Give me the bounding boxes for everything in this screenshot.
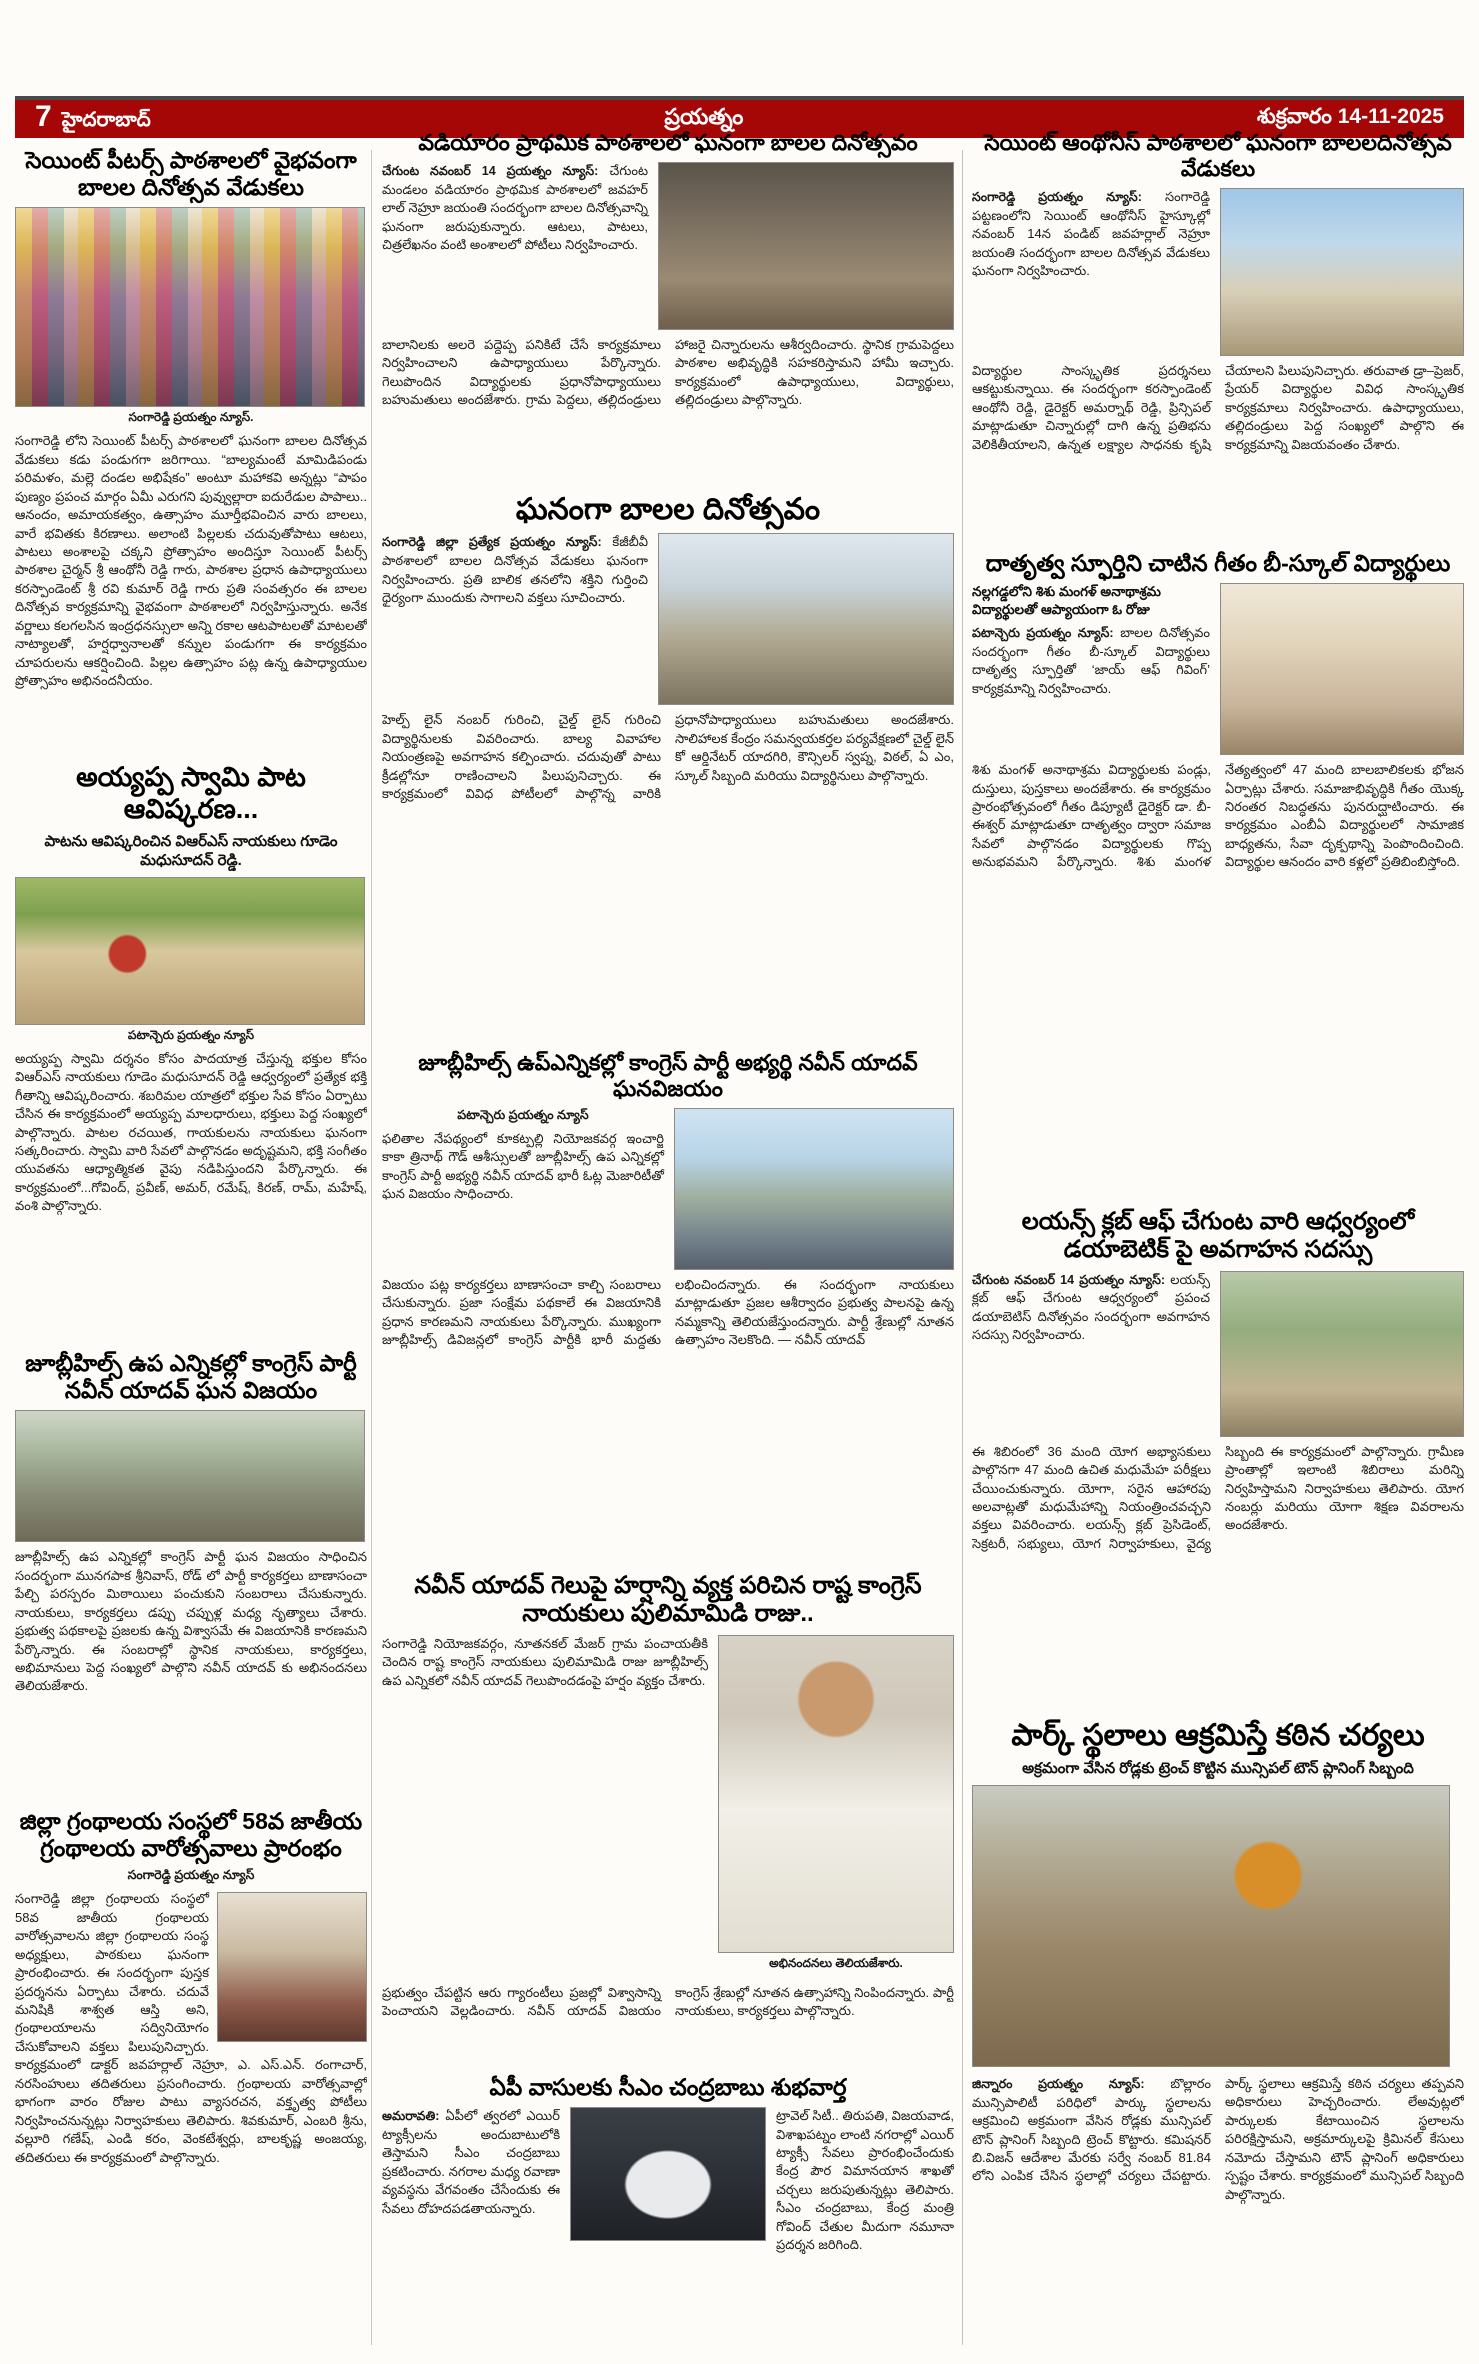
article-gitam-bschool — [972, 548, 1464, 1196]
article-vadiyaram-body: బాలానిలకు అలరె పద్దెప్ప పనికిటే చేసే కార్యక్రమాలు నిర్వహించాలని ఉపాధ్యాయులు పేర్కొన్నారు. గెలుపొందిన విద్యార్థులకు ప్రధానోపాధ్యాయులు బహుమతులు అందజేశారు. గ్రామ పెద్దలు, తల్లిదండ్రులు హాజరై చిన్నారులను ఆశీర్వదించారు. స్థానిక గ్రామపెద్దలు పాఠశాల అభివృద్ధికి సహకరిస్తామని హామీ ఇచ్చారు. కార్యక్రమంలో ఉపాధ్యాయులు, విద్యార్థులు, తల్లిదండ్రులు పాల్గొన్నారు. — [382, 336, 954, 408]
photo-excavator-road — [972, 1785, 1450, 2067]
article-pulimamidi-lead-row — [382, 1635, 954, 1978]
article-st-anthonys-lead-text — [972, 188, 1210, 281]
article-lions-body: ఈ శిబిరంలో 36 మంది యోగ అభ్యాసకులు పాల్గొనగా 47 మంది ఉచిత మధుమేహ పరీక్షలు చేయించుకున్నారు. యోగా, సరైన ఆహారపు అలవాట్లతో మధుమేహాన్ని నియంత్రించవచ్చని వక్తలు వివరించారు. లయన్స్ క్లబ్ ప్రెసిడెంట్, సెక్రటరీ, సభ్యులు, యోగ నిర్వాహకులు, వైద్య సిబ్బంది ఈ కార్యక్రమంలో పాల్గొన్నారు. గ్రామీణ ప్రాంతాల్లో ఇలాంటి శిబిరాలు మరిన్ని నిర్వహిస్తామని నిర్వాహకులు తెలిపారు. యోగ నంబర్లు మరియు యోగా శిక్షణ వివరాలను అందజేశారు. — [972, 1443, 1464, 1551]
article-pulimamidi-lead — [382, 1635, 708, 1690]
photo-joy-of-giving — [1220, 583, 1464, 755]
article-jubileehills-left — [15, 1348, 367, 1796]
photo-children-stage — [15, 207, 365, 407]
article-st-peters-caption: సంగారెడ్డి ప్రయత్నం న్యూస్. — [128, 410, 254, 425]
article-lions-lead-text — [972, 1271, 1210, 1345]
page-number: 7 — [35, 100, 52, 133]
article-park-encroachment — [972, 1716, 1464, 2301]
article-st-anthonys-headline: సెయింట్ ఆంథోనీస్ పాఠశాలలో ఘనంగా బాలలదినోత్సవ వేడుకలు — [984, 130, 1452, 181]
article-vadiyaram-lead-row — [382, 162, 954, 330]
article-naveen-victory-lead-row — [382, 1108, 954, 1270]
article-st-peters-headline: సెయింట్ పీటర్స్ పాఠశాలలో వైభవంగా బాలల దినోత్సవ వేడుకలు — [25, 147, 357, 201]
article-ap-airtaxi-dateline: అమరావతి: — [382, 2109, 440, 2124]
photo-library-event — [217, 1892, 367, 2042]
masthead-date: శుక్రవారం 14-11-2025 — [1257, 104, 1444, 128]
article-naveen-victory-lead — [382, 1108, 664, 1204]
article-gitam-subtitle: నల్లగడ్డలోని శిశు మంగళ్ అనాథాశ్రమ విద్యార్థులతో ఆప్యాయంగా ఓ రోజు — [972, 584, 1161, 617]
article-vadiyaram-headline: వడియారం ప్రాథమిక పాఠశాలలో ఘనంగా బాలల దినోత్సవం — [418, 130, 918, 155]
article-ayyappa-subtitle: పాటను ఆవిష్కరించిన విఆర్ఎస్ నాయకులు గూడెం మధుసూదన్ రెడ్డి. — [44, 832, 338, 870]
article-library-week — [15, 1806, 367, 2326]
article-ap-airtaxi-right — [776, 2107, 954, 2255]
article-vadiyaram-lead — [382, 162, 648, 255]
article-st-anthonys-lead-row — [972, 188, 1464, 356]
article-gitam-dateline: పటాన్చెరు ప్రయత్నం న్యూస్: — [972, 626, 1114, 641]
article-ap-airtaxi-row — [382, 2107, 954, 2255]
article-naveen-victory-dateline: పటాన్చెరు ప్రయత్నం న్యూస్ — [457, 1107, 589, 1122]
article-childrens-day-lead — [382, 533, 648, 607]
article-ayyappa-song — [15, 760, 367, 1338]
article-ap-airtaxi-lead-text — [382, 2107, 560, 2218]
article-gitam-headline: దాతృత్వ స్ఫూర్తిని చాటిన గీతం బీ-స్కూల్ విద్యార్థులు — [985, 550, 1451, 576]
article-library-dateline: సంగారెడ్డి ప్రయత్నం న్యూస్ — [127, 1868, 255, 1883]
article-lions-lead-body: లయన్స్ క్లబ్ ఆఫ్ చేగుంట ఆధ్వర్యంలో ప్రపంచ డయాబెటిస్ దినోత్సవం సందర్భంగా అవగాహన సదస్సు నిర్వహించారు. — [972, 1271, 1210, 1343]
photo-congress-group — [15, 1410, 365, 1542]
article-park-headline: పార్క్ స్థలాలు ఆక్రమిస్తే కఠిన చర్యలు — [1011, 1719, 1425, 1752]
article-vadiyaram-lead-body: చేగుంట మండలం వడియారం ప్రాథమిక పాఠశాలలో జవహర్ లాల్ నెహ్రూ జయంతి సందర్భంగా బాలల దినోత్సవాన్ని ఘనంగా జరుపుకున్నారు. ఆటలు, పాటలు, చిత్రలేఖనం వంటి అంశాలలో పోటీలు నిర్వహించారు. — [382, 162, 648, 253]
article-pulimamidi-photo-wrap — [718, 1635, 954, 1978]
column-divider-right — [962, 150, 963, 2345]
article-childrens-day-dateline: సంగారెడ్డి జిల్లా ప్రత్యేక ప్రయత్నం న్యూస్: — [382, 535, 602, 550]
article-childrens-day-body: హెల్ప్ లైన్ నంబర్ గురించి, చైల్డ్ లైన్ గురించి విద్యార్థినులకు వివరించారు. బాల్య వివాహాల నియంత్రణపై అవగాహన కల్పించారు. చదువుతో పాటు క్రీడల్లోనూ రాణించాలని పిలుపునిచ్చారు. ఈ కార్యక్రమంలో వివిధ పోటీలలో పాల్గొన్న వారికి ప్రధానోపాధ్యాయులు బహుమతులు అందజేశారు. సాలిహాలక కేంద్రం సమన్వయకర్తల పర్యవేక్షణలో చైల్డ్ లైన్ కో ఆర్డినేటర్ యాదగిరి, కౌన్సిలర్ స్వప్న, విఠల్, ఏ ఎం, స్కూల్ సిబ్బంది మరియు విద్యార్థినులు పాల్గొన్నారు. — [382, 712, 954, 802]
article-naveen-victory — [382, 1048, 954, 1560]
article-pulimamidi-lead-body: సంగారెడ్డి నియోజకవర్గం, నూతనకల్ మేజర్ గ్రామ పంచాయతీకి చెందిన రాష్ట కాంగ్రెస్ నాయకులు పులిమామిడి రాజు జూబ్లీహిల్స్ ఉప ఎన్నికలో నవీన్ యాదవ్ గెలుపొందడంపై హర్షం వ్యక్తం చేశారు. — [382, 1635, 708, 1688]
article-lions-headline: లయన్స్ క్లబ్ ఆఫ్ చేగుంట వారి ఆధ్వర్యంలో డయాబెటిక్ పై అవగాహన సదస్సు — [1021, 1208, 1415, 1264]
article-st-anthonys-lead-body: సంగారెడ్డి పట్టణంలోని సెయింట్ ఆంథోనీస్ హైస్కూల్లో నవంబర్ 14న పండిట్ జవహర్లాల్ నెహ్రూ జయంతి సందర్భంగా బాలల దినోత్సవ వేడుకలు ఘనంగా నిర్వహించారు. — [972, 188, 1210, 279]
article-vadiyaram — [382, 128, 954, 480]
photo-air-taxi — [570, 2107, 766, 2241]
article-childrens-day-headline: ఘనంగా బాలల దినోత్సవం — [515, 493, 821, 526]
article-gitam-body: శిశు మంగళ్ అనాథాశ్రమ విద్యార్థులకు పండ్లు, దుస్తులు, పుస్తకాలు అందజేశారు. ఈ కార్యక్రమం ప్రారంభోత్సవంలో గీతం డిప్యూటీ డైరెక్టర్ డా. బీ-ఈశ్వర్ మాట్లాడుతూ దాతృత్వం ద్వారా సమాజ సేవలో పాల్గొనడం విద్యార్థులకు గొప్ప అనుభవమని పేర్కొన్నారు. శిశు మంగళ నేత్యత్వంలో 47 మంది బాలబాలికలకు భోజన ఏర్పాట్లు చేశారు. సమాజాభివృద్ధికి గీతం యొక్క నిరంతర నిబద్ధతను పునరుద్ఘాటించారు. ఈ కార్యక్రమం ఎంబీఏ విద్యార్థులలో సామాజిక బాధ్యతను, సేవా దృక్పథాన్ని పెంపొందించింది. విద్యార్థుల ఆనందం వారి కళ్లలో ప్రతిబింబిస్తోంది. — [972, 762, 1464, 870]
article-naveen-victory-body: విజయం పట్ల కార్యకర్తలు బాణాసంచా కాల్చి సంబరాలు చేసుకున్నారు. ప్రజా సంక్షేమ పథకాలే ఈ విజయానికి ప్రధాన కారణమని నాయకులు పేర్కొన్నారు. ముఖ్యంగా జూబ్లీహిల్స్ డివిజన్లలో కాంగ్రెస్ పార్టీకి భారీ మద్దతు లభించిందన్నారు. ఈ సందర్భంగా నాయకులు మాట్లాడుతూ ప్రజల ఆశీర్వాదం ప్రభుత్వ పాలనపై ఉన్న నమ్మకాన్ని తెలియజేస్తుందన్నారు. పార్టీ శ్రేణుల్లో నూతన ఉత్సాహం నెలకొంది. — నవీన్ యాదవ్ — [382, 1276, 954, 1348]
article-gitam-lead — [972, 583, 1210, 698]
article-gitam-lead-text — [972, 624, 1210, 698]
article-st-anthonys-body: విద్యార్థుల సాంస్కృతిక ప్రదర్శనలు ఆకట్టుకున్నాయి. ఈ సందర్భంగా కరస్పాండెంట్ ఆంథోనీ రెడ్డి, డైరెక్టర్ అమర్నాథ్ రెడ్డి, ప్రిన్సిపల్ మాట్లాడుతూ చిన్నారుల్లో దాగి ఉన్న ప్రతిభను వెలికితీయాలని, ఉన్నత లక్ష్యాల సాధనకు కృషి చేయాలని పిలుపునిచ్చారు. తరువాత డ్రా–ప్రెజర్, ప్రేయర్ విద్యార్థుల వివిధ సాంస్కృతిక కార్యక్రమాలు నిర్వహించారు. ఉపాధ్యాయులు, తల్లిదండ్రులు పెద్ద సంఖ్యలో పాల్గొని ఈ కార్యక్రమాన్ని విజయవంతం చేశారు. — [972, 362, 1464, 452]
masthead-city: హైదరాబాద్ — [61, 109, 151, 131]
column-right — [972, 128, 1464, 2311]
article-st-anthonys-lead — [972, 188, 1210, 281]
article-ap-airtaxi-lead — [382, 2107, 560, 2218]
article-pulimamidi-raju — [382, 1570, 954, 2062]
article-naveen-victory-headline: జూబ్లీహిల్స్ ఉప్ఎన్నికల్లో కాంగ్రెస్ పార్టీ అభ్యర్థి నవీన్ యాదవ్ ఘనవిజయం — [418, 1050, 918, 1101]
article-lions-lead — [972, 1271, 1210, 1345]
article-gitam-lead-body: బాలల దినోత్సవం సందర్భంగా గీతం బీ-స్కూల్ విద్యార్థులు దాతృత్వ స్ఫూర్తితో ‘జాయ్ ఆఫ్ గివింగ్’ కార్యక్రమాన్ని నిర్వహించారు. — [972, 625, 1210, 696]
article-st-peters — [15, 145, 367, 750]
column-left — [15, 145, 367, 2336]
article-ap-airtaxi-body: ట్రావెల్ సిటీ.. తిరుపతి, విజయవాడ, విశాఖపట్నం లాంటి నగరాల్లో ఎయిర్ ట్యాక్సీ సేవలు ప్రారంభించేందుకు కేంద్ర పౌర విమానయాన శాఖతో చర్చలు జరుపుతున్నట్లు తెలిపారు. సీఎం చంద్రబాబు, కేంద్ర మంత్రి గోవింద్ చేతుల మీదుగా నమూనా ప్రదర్శన జరిగింది. — [776, 2108, 954, 2253]
article-childrens-day-lead-row — [382, 533, 954, 705]
article-park-subtitle: అక్రమంగా వేసిన రోడ్లకు ట్రెంచ్ కొట్టిన మున్సిపల్ టౌన్ ప్లానింగ్ సిబ్బంది — [1022, 1760, 1414, 1778]
photo-school-event — [1220, 188, 1464, 356]
article-pulimamidi-caption: అభినందనలు తెలియజేశారు. — [769, 1955, 903, 1970]
article-lions-diabetic — [972, 1206, 1464, 1706]
photo-congress-rally — [674, 1108, 954, 1270]
article-vadiyaram-dateline: చేగుంట నవంబర్ 14 ప్రయత్నం న్యూస్: — [382, 163, 599, 178]
article-ap-airtaxi-lead-body: ఏపీలో త్వరలో ఎయిర్ ట్యాక్సీలను అందుబాటులోకి తెస్తామని సీఎం చంద్రబాబు ప్రకటించారు. నగరాల మధ్య రవాణా వ్యవస్థను వేగవంతం చేసేందుకు ఈ సేవలు దోహదపడతాయన్నారు. — [382, 2108, 560, 2216]
photo-ayyappa-event — [15, 877, 365, 1025]
photo-lions-group — [1220, 1271, 1464, 1437]
article-library-body: సంగారెడ్డి జిల్లా గ్రంథాలయ సంస్థలో 58వ జాతీయ గ్రంథాలయ వారోత్సవాలను జిల్లా గ్రంథాలయ సంస్థ అధ్యక్షులు, పాఠకులు ఘనంగా ప్రారంభించారు. ఈ సందర్భంగా పుస్తక ప్రదర్శనను ఏర్పాటు చేశారు. చదువే మనిషికి శాశ్వత ఆస్తి అని, గ్రంథాలయాలను సద్వినియోగం చేసుకోవాలని వక్తలు పిలుపునిచ్చారు. కార్యక్రమంలో డాక్టర్ జవహర్లాల్ నెహ్రూ, ఎ. ఎస్.ఎన్. రంగాచార్, నరసింహులు తదితరులు ప్రసంగించారు. గ్రంథాలయ వారోత్సవాల్లో భాగంగా వారం రోజుల పాటు వ్యాసరచన, వక్తృత్వ పోటీలు నిర్వహించనున్నట్లు నిర్వాహకులు తెలిపారు. శివకుమార్, ఎంబరి శ్రీను, వల్లూరి గణేష్, ఎండి కరం, వెంకటేశ్వర్లు, బాలకృష్ణ అంజయ్య, తదితరులు ఈ కార్యక్రమంలో పాల్గొన్నారు. — [15, 1891, 367, 2165]
paper-name: ప్రయత్నం — [664, 103, 744, 129]
article-jubileehills-left-headline: జూబ్లీహిల్స్ ఉప ఎన్నికల్లో కాంగ్రెస్ పార్టీ నవీన్ యాదవ్ ఘన విజయం — [25, 1350, 357, 1404]
article-st-anthonys — [972, 128, 1464, 538]
article-st-peters-body: సంగారెడ్డి లోని సెయింట్ పీటర్స్ పాఠశాలలో ఘనంగా బాలల దినోత్సవ వేడుకలు కడు పండుగగా జరిగాయి. “బాల్యమంటే మామిడిపండు పరిమళం, మల్లె దండల అభిషేకం” అంటూ మహాకవి అన్నట్లు “పాపం పుణ్యం ప్రపంచ మార్గం ఏమీ ఎరుగని పువ్వుల్లారా ఐదురేడుల పాపాలు.. ఆనందం, అమాయకత్వం, ఉత్సాహం మూర్తీభవించిన వారు బాలలు, వారే భవితకు కిరణాలు. అలాంటి పిల్లలకు చదువుతోపాటు ఆటలు, పాటలు అంశాలపై చక్కని ప్రోత్సాహం అందిస్తూ సెయింట్ పీటర్స్ పాఠశాల చైర్మన్ శ్రీ ఆంథోనీ రెడ్డి గారు, పాఠశాల ప్రధాన ఉపాధ్యాయులు కరస్పాండెంట్ శ్రీ రవి కుమార్ రెడ్డి గారు ప్రతి సంవత్సరం ఈ బాలల దినోత్సవ కార్యక్రమాన్ని వైభవంగా పాఠశాలలో నిర్వహిస్తున్నారు. అనేక వర్ణాలు కలగలసిన ఇంద్రధనస్సులా అన్ని రకాల ఆటపాటలతో మాటలతో నాట్యాలతో, హర్షధ్వానాలతో కన్నుల పండుగగా ఈ కార్యక్రమం చూపరులను ఆకర్షించింది. పిల్లల ఉత్సాహం పట్ల ఉన్న ఉపాధ్యాయుల ప్రోత్సాహం అభినందనీయం. — [15, 433, 367, 689]
photo-banner-event — [658, 533, 954, 705]
article-pulimamidi-headline: నవీన్ యాదవ్ గెలుపై హర్షాన్ని వ్యక్త పరిచిన రాష్ట కాంగ్రెస్ నాయకులు పులిమామిడి రాజు.. — [414, 1572, 922, 1628]
article-lions-lead-row — [972, 1271, 1464, 1437]
article-childrens-day — [382, 490, 954, 1038]
article-ayyappa-body: అయ్యప్ప స్వామి దర్శనం కోసం పాదయాత్ర చేస్తున్న భక్తుల కోసం విఆర్ఎస్ నాయకులు గూడెం మధుసూదన్ రెడ్డి ఆధ్వర్యంలో ప్రత్యేక భక్తి గీతాన్ని ఆవిష్కరించారు. శబరిమల యాత్రలో భక్తుల సేవ కోసం ఏర్పాటు చేసిన ఈ కార్యక్రమంలో అయ్యప్ప మాలధారులు, భక్తులు పెద్ద సంఖ్యలో పాల్గొన్నారు. పాటల రచయిత, గాయకులను నాయకులు ఘనంగా సత్కరించారు. స్వామి వారి సేవలో పాల్గొనడం అదృష్టమని, భక్తి సంగీతం యువతను ఆధ్యాత్మికత వైపు నడిపిస్తుందని పేర్కొన్నారు. ఈ కార్యక్రమంలో...గోవింద్, ప్రవీణ్, అమర్, రమేష్, కిరణ్, రామ్, మహేష్, వంశి పాల్గొన్నారు. — [15, 1050, 367, 1214]
article-lions-dateline: చేగుంట నవంబర్ 14 ప్రయత్నం న్యూస్: — [972, 1272, 1166, 1287]
article-naveen-victory-lead-body: ఫలితాల నేపథ్యంలో కూకట్పల్లి నియోజకవర్గ ఇంచార్జి కాకా త్రినాథ్ గౌడ్ ఆశీస్సులతో జూబ్లీహిల్స్ ఉప ఎన్నికల్లో కాంగ్రెస్ పార్టీ అభ్యర్థి నవీన్ యాదవ్ భారీ ఓట్ల మెజారిటీతో ఘన విజయం సాధించారు. — [382, 1130, 664, 1202]
article-library-headline: జిల్లా గ్రంథాలయ సంస్థలో 58వ జాతీయ గ్రంథాలయ వారోత్సవాలు ప్రారంభం — [19, 1808, 363, 1862]
article-park-body: బొల్లారం మున్సిపాలిటీ పరిధిలో పార్కు స్థలాలను ఆక్రమించి అక్రమంగా వేసిన రోడ్లకు మున్సిపల్ టౌన్ ప్లానింగ్ సిబ్బంది ట్రెంచ్ కొట్టారు. కమిషనర్ బి.విజన్ ఆదేశాల మేరకు సర్వే నంబర్ 81.84 లోని ఎంపిక చేసిన స్థలాల్లో చర్యలు చేపట్టారు. పార్క్ స్థలాలు ఆక్రమిస్తే కఠిన చర్యలు తప్పవని అధికారులు హెచ్చరించారు. లేఅవుట్లలో పార్కులకు కేటాయించిన స్థలాలను పరిరక్షిస్తామని, అక్రమార్కులపై క్రిమినల్ కేసులు నమోదు చేస్తామని టౌన్ ప్లానింగ్ అధికారులు స్పష్టం చేశారు. కార్యక్రమంలో మున్సిపల్ సిబ్బంది పాల్గొన్నారు. — [972, 2075, 1464, 2202]
article-ap-airtaxi-headline: ఏపీ వాసులకు సీఎం చంద్రబాబు శుభవార్త — [489, 2074, 847, 2100]
article-jubileehills-left-body: జూబ్లీహిల్స్ ఉప ఎన్నికల్లో కాంగ్రెస్ పార్టీ ఘన విజయం సాధించిన సందర్భంగా మునగపాక శ్రీనివాస్, రోడ్ లో పార్టీ కార్యకర్తలు బాణాసంచా పేల్చి పరస్పరం మిఠాయిలు పంచుకుని సంబరాలు చేసుకున్నారు. నాయకులు, కార్యకర్తలు డప్పు చప్పుళ్ల మధ్య నృత్యాలు చేశారు. ప్రభుత్వ పథకాలపై ప్రజలకు ఉన్న విశ్వాసమే ఈ విజయానికి కారణమని పేర్కొన్నారు. ఈ సంబరాల్లో స్థానిక నాయకులు, కార్యకర్తలు, అభిమానులు పెద్ద సంఖ్యలో పాల్గొని నవీన్ యాదవ్ కు అభినందనలు తెలియజేశారు. — [15, 1549, 367, 1694]
article-park-body-wrap — [972, 2075, 1464, 2204]
article-ayyappa-caption: పటాన్చెరు ప్రయత్నం న్యూస్ — [127, 1027, 255, 1042]
article-ap-airtaxi — [382, 2072, 954, 2352]
article-childrens-day-lead-body: కేజీబీవీ పాఠశాలలో బాలల దినోత్సవ వేడుకలు ఘనంగా నిర్వహించారు. ప్రతి బాలిక తనలోని శక్తిని గుర్తించి ధైర్యంగా ముందుకు సాగాలని వక్తలు సూచించారు. — [382, 534, 648, 606]
column-middle — [382, 128, 954, 2362]
article-ayyappa-headline: అయ్యప్ప స్వామి పాట ఆవిష్కరణ... — [76, 762, 306, 824]
article-childrens-day-lead-text — [382, 533, 648, 607]
masthead-left — [35, 102, 151, 136]
photo-portrait-man — [718, 1635, 954, 1953]
article-park-body-text — [972, 2075, 1464, 2204]
article-pulimamidi-body: ప్రభుత్వం చేపట్టిన ఆరు గ్యారంటీలు ప్రజల్లో విశ్వాసాన్ని పెంచాయని వెల్లడించారు. నవీన్ యాదవ్ విజయం కాంగ్రెస్ శ్రేణుల్లో నూతన ఉత్సాహాన్ని నింపిందన్నారు. పార్టీ నాయకులు, కార్యకర్తలు పాల్గొన్నారు. — [382, 1984, 954, 2019]
article-park-dateline: జిన్నారం ప్రయత్నం న్యూస్: — [972, 2076, 1145, 2091]
article-gitam-lead-row — [972, 583, 1464, 755]
column-divider-left — [371, 150, 372, 2345]
article-vadiyaram-lead-text — [382, 162, 648, 255]
photo-classroom-children — [658, 162, 954, 330]
article-st-anthonys-dateline: సంగారెడ్డి ప్రయత్నం న్యూస్: — [972, 189, 1142, 204]
